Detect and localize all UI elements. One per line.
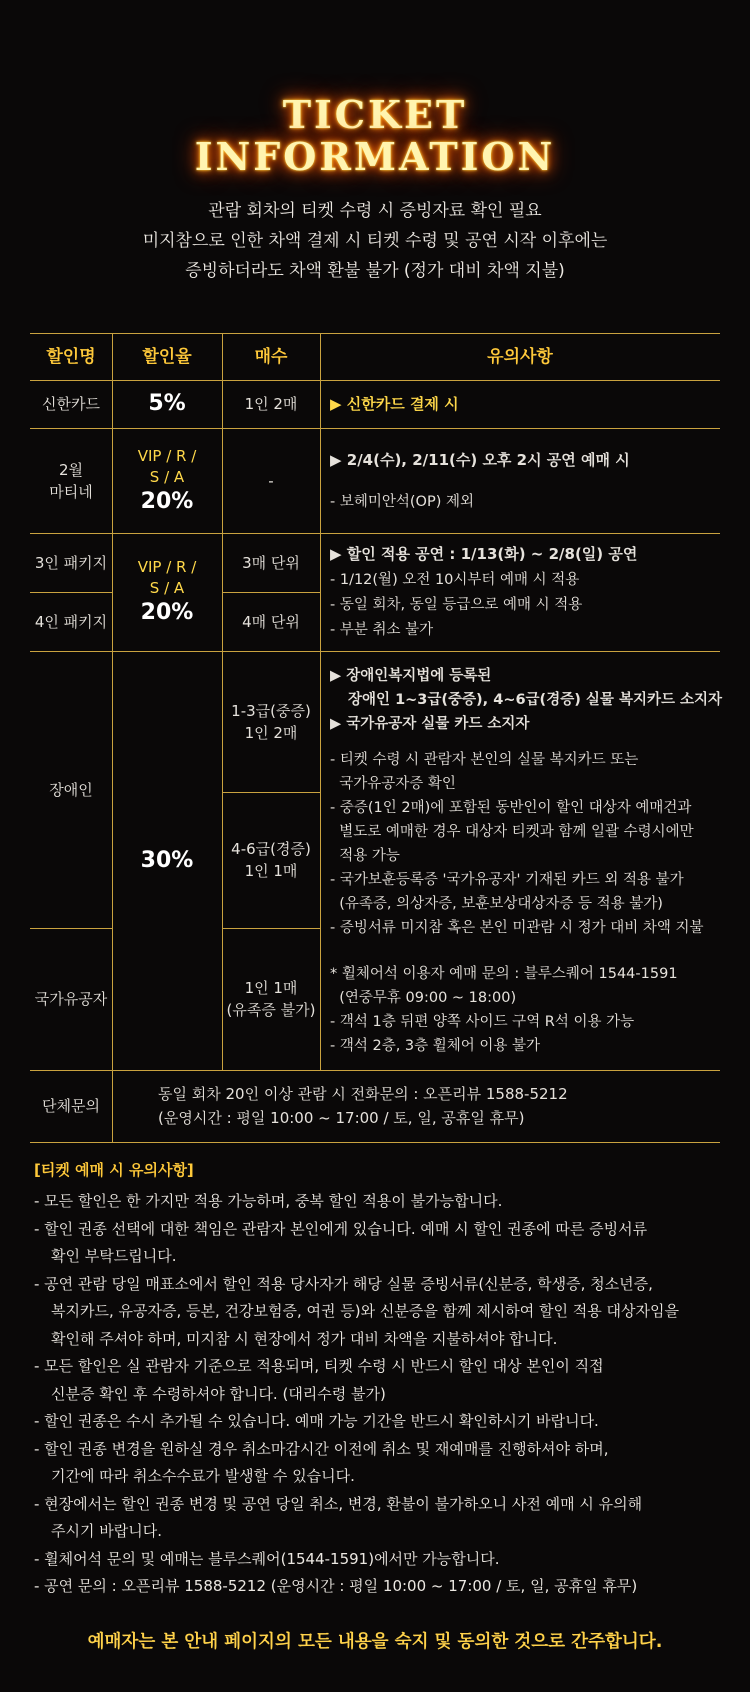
disabled-note: 국가유공자증 확인 [330, 776, 456, 792]
title-information: INFORMATION [194, 134, 556, 179]
package-grade-line: VIP / R / [137, 558, 197, 576]
package-rate: 20% [140, 600, 194, 625]
matinee-rate-cell [112, 428, 222, 533]
package-note: - 1/12(월) 오전 10시부터 예매 시 적용 [330, 572, 580, 588]
count-line: 1인 2매 [244, 723, 298, 742]
precaution-line: 주시기 바랍니다. [51, 1522, 162, 1540]
matinee-name [30, 428, 112, 533]
veteran-name: 국가유공자 [34, 990, 108, 1008]
wheelchair-note: (연중무휴 09:00 ~ 18:00) [330, 990, 517, 1006]
count-line: 4-6급(경증) [231, 840, 311, 858]
matinee-grade-line: S / A [149, 467, 185, 486]
package-rate-cell [112, 533, 222, 651]
precaution-line: 확인해 주셔야 하며, 미지참 시 현장에서 정가 대비 차액을 지불하셔야 합니다. [51, 1329, 558, 1348]
disabled-count-mild [222, 792, 320, 928]
matinee-name-line: 2월 [58, 460, 84, 479]
package-note: - 동일 회차, 동일 등급으로 예매 시 적용 [330, 597, 583, 613]
intro-line: 관람 회차의 티켓 수령 시 증빙자료 확인 필요 [208, 201, 542, 221]
disabled-note: (유족증, 의상자증, 보훈보상대상자증 등 적용 불가) [330, 896, 663, 912]
disabled-note-highlight: ▶ 장애인복지법에 등록된 [330, 668, 492, 684]
disabled-note-highlight: 장애인 1~3급(중증), 4~6급(경증) 실물 복지카드 소지자 [348, 692, 723, 708]
intro-text [0, 196, 750, 286]
group-note: (운영시간 : 평일 10:00 ~ 17:00 / 토, 일, 공휴일 휴무) [158, 1109, 525, 1127]
package4-name: 4인 패키지 [34, 612, 108, 631]
wheelchair-note: - 객석 1층 뒤편 양쪽 사이드 구역 R석 이용 가능 [330, 1014, 635, 1030]
intro-line: 미지참으로 인한 차액 결제 시 티켓 수령 및 공연 시작 이후에는 [142, 231, 608, 251]
shinhan-count: 1인 2매 [244, 395, 298, 413]
header-discount-rate: 할인율 [142, 346, 192, 367]
precaution-line: 기간에 따라 취소수수료가 발생할 수 있습니다. [51, 1467, 355, 1485]
count-line: (유족증 불가) [226, 1001, 316, 1019]
header-notes: 유의사항 [487, 346, 553, 367]
disabled-note: - 국가보훈등록증 '국가유공자' 기재된 카드 외 적용 불가 [330, 872, 684, 888]
title-ticket: TICKET [282, 92, 468, 137]
header-discount-name: 할인명 [46, 346, 96, 367]
precaution-line: 신분증 확인 후 수령하셔야 합니다. (대리수령 불가) [51, 1384, 386, 1403]
precautions-heading: [티켓 예매 시 유의사항] [34, 1161, 194, 1179]
matinee-name-line: 마티네 [49, 482, 93, 501]
matinee-rate: 20% [140, 488, 194, 514]
disabled-note: 적용 가능 [330, 848, 400, 864]
disabled-name: 장애인 [49, 780, 93, 799]
matinee-count: - [268, 471, 274, 490]
precaution-line: 확인 부탁드립니다. [51, 1247, 177, 1265]
count-line: 1인 1매 [244, 862, 298, 880]
matinee-note-highlight: ▶ 2/4(수), 2/11(수) 오후 2시 공연 예매 시 [330, 451, 630, 469]
header-count: 매수 [254, 346, 288, 367]
wheelchair-note: * 휠체어석 이용자 예매 문의 : 블루스퀘어 1544-1591 [330, 966, 678, 982]
precaution-line: - 모든 할인은 실 관람자 기준으로 적용되며, 티켓 수령 시 반드시 할인 대상 본인이 직접 [34, 1357, 604, 1375]
disabled-count-severe [222, 651, 320, 792]
veteran-count [222, 928, 320, 1070]
disabled-note: - 티켓 수령 시 관람자 본인의 실물 복지카드 또는 [330, 752, 639, 768]
shinhan-note: ▶ 신한카드 결제 시 [330, 395, 459, 413]
package-note-highlight: ▶ 할인 적용 공연 : 1/13(화) ~ 2/8(일) 공연 [330, 545, 638, 563]
package4-count: 4매 단위 [242, 612, 300, 631]
precaution-line: - 할인 권종 선택에 대한 책임은 관람자 본인에게 있습니다. 예매 시 할인 권종에 따른 증빙서류 [34, 1219, 648, 1238]
intro-line: 증빙하더라도 차액 환불 불가 (정가 대비 차액 지불) [185, 261, 565, 281]
disabled-note: 별도로 예매한 경우 대상자 티켓과 함께 일괄 수령시에만 [330, 824, 694, 840]
package-grade-line: S / A [149, 579, 185, 597]
group-note: 동일 회차 20인 이상 관람 시 전화문의 : 오픈리뷰 1588-5212 [158, 1085, 568, 1103]
precaution-line: - 휠체어석 문의 및 예매는 블루스퀘어(1544-1591)에서만 가능합니다. [34, 1549, 500, 1568]
package3-name: 3인 패키지 [34, 553, 108, 572]
precaution-line: - 공연 문의 : 오픈리뷰 1588-5212 (운영시간 : 평일 10:00 ~ 17:00 / 토, 일, 공휴일 휴무) [34, 1577, 638, 1595]
precaution-line: - 할인 권종 변경을 원하실 경우 취소마감시간 이전에 취소 및 재예매를 진행하셔야 하며, [34, 1439, 609, 1458]
matinee-grade-line: VIP / R / [137, 446, 197, 465]
disabled-note-highlight: ▶ 국가유공자 실물 카드 소지자 [330, 716, 530, 732]
precaution-line: 복지카드, 유공자증, 등본, 건강보험증, 여권 등)와 신분증을 함께 제시하여 할인 적용 대상자임을 [51, 1302, 679, 1320]
count-line: 1인 1매 [244, 979, 298, 997]
precaution-line: - 모든 할인은 한 가지만 적용 가능하며, 중복 할인 적용이 불가능합니다. [34, 1192, 503, 1210]
disabled-note: - 증빙서류 미지참 혹은 본인 미관람 시 정가 대비 차액 지불 [330, 920, 704, 936]
package-note: - 부분 취소 불가 [330, 622, 434, 638]
precautions-list [34, 1188, 679, 1601]
precaution-line: - 공연 관람 당일 매표소에서 할인 적용 당사자가 해당 실물 증빙서류(신분증, 학생증, 청소년증, [34, 1274, 653, 1293]
count-line: 1-3급(중증) [231, 701, 311, 720]
precaution-line: - 현장에서는 할인 권종 변경 및 공연 당일 취소, 변경, 환불이 불가하오니 사전 예매 시 유의해 [34, 1494, 643, 1513]
matinee-note-sub: - 보헤미안석(OP) 제외 [330, 494, 474, 510]
shinhan-name: 신한카드 [42, 395, 100, 413]
disabled-note: - 중증(1인 2매)에 포함된 동반인이 할인 대상자 예매건과 [330, 800, 692, 816]
package3-count: 3매 단위 [242, 553, 300, 572]
wheelchair-note: - 객석 2층, 3층 휠체어 이용 불가 [330, 1038, 541, 1054]
group-name: 단체문의 [42, 1097, 100, 1115]
shinhan-rate: 5% [148, 391, 186, 416]
final-notice: 예매자는 본 안내 페이지의 모든 내용을 숙지 및 동의한 것으로 간주합니다. [87, 1632, 663, 1652]
disabled-rate: 30% [140, 847, 194, 873]
precaution-line: - 할인 권종은 수시 추가될 수 있습니다. 예매 가능 기간을 반드시 확인하시기 바랍니다. [34, 1412, 599, 1430]
